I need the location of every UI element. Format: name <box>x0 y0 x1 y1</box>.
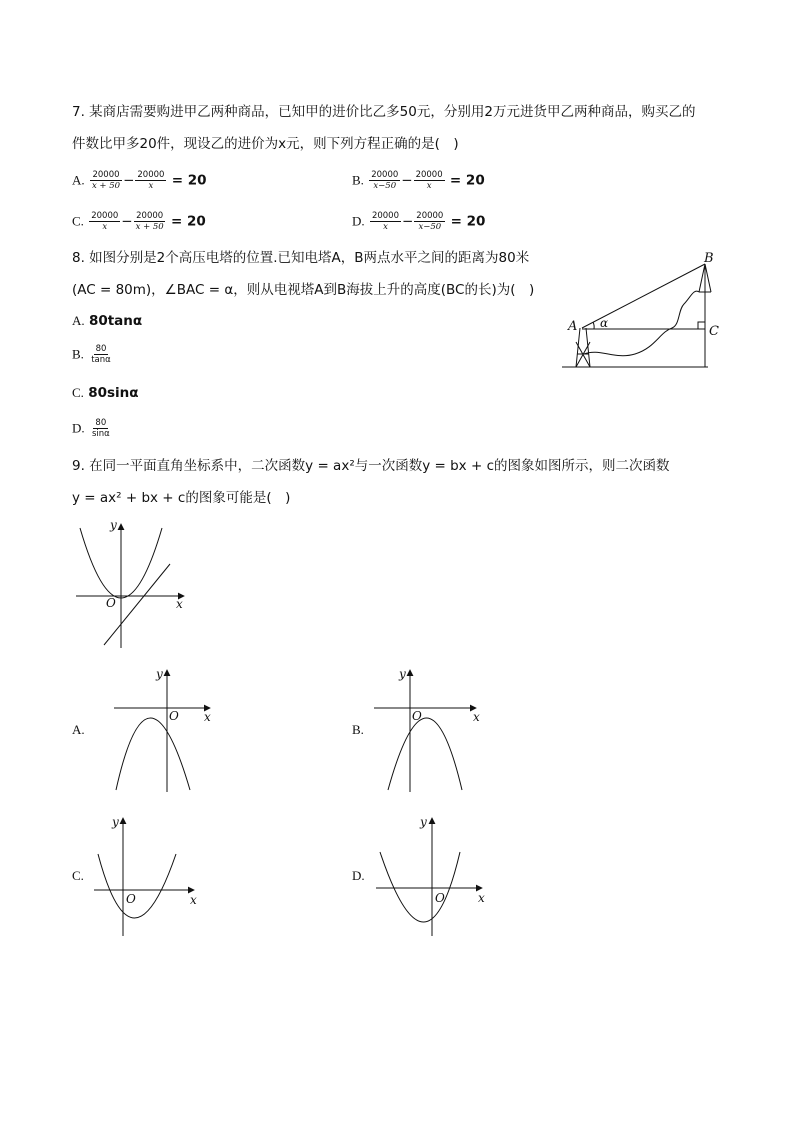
q9-given-graph <box>72 518 192 650</box>
fraction: $\frac{20000}{x + 50}$ <box>135 211 164 232</box>
x-label: x <box>473 710 480 724</box>
q8-tower-diagram <box>560 250 730 372</box>
label-b: B <box>704 251 714 266</box>
y-label: y <box>399 667 406 681</box>
q7-stem-line1: 7. 某商店需要购进甲乙两种商品，已知甲的进价比乙多50元，分别用2万元进货甲乙两种商品，购买乙的 <box>72 104 696 120</box>
q9-option-a-graph[interactable] <box>110 666 220 794</box>
option-label: C. <box>72 385 84 400</box>
fraction: $\frac{20000}{x + 50}$ <box>91 170 121 191</box>
option-label: B. <box>72 346 84 362</box>
label-c: C <box>709 324 719 339</box>
y-label: y <box>112 815 119 829</box>
fraction: $\frac{20000}{x-50}$ <box>371 170 399 191</box>
q9-option-c-graph[interactable] <box>90 814 205 938</box>
x-label: x <box>176 597 183 611</box>
option-text: 80sinα <box>88 385 139 401</box>
fraction: $\frac{20000}{x}$ <box>371 211 399 232</box>
origin-label: O <box>169 709 179 723</box>
parabola-curve <box>380 852 460 922</box>
q8-stem-line1: 8. 如图分别是2个高压电塔的位置.已知电塔A，B两点水平之间的距离为80米 <box>72 250 530 266</box>
q8-option-c[interactable] <box>72 383 139 403</box>
q8-option-d[interactable] <box>72 418 113 439</box>
option-label: D. <box>352 213 365 229</box>
label-a: A <box>568 319 578 334</box>
option-text: 80tanα <box>88 313 143 329</box>
q7-option-a[interactable]: A. $\frac{20000}{x + 50}$ − $\frac{20000}{x}$ = 20 <box>72 170 207 191</box>
y-label: y <box>110 518 117 532</box>
q9-option-d-label[interactable]: D. <box>352 868 365 883</box>
origin-label: O <box>106 596 116 610</box>
parabola-curve <box>388 718 462 790</box>
parabola-curve <box>116 718 190 790</box>
q9-stem-line1: 9. 在同一平面直角坐标系中，二次函数y = ax²与一次函数y = bx + c的图象如图所示，则二次函数 <box>72 458 670 474</box>
q9-option-b-label[interactable]: B. <box>352 722 364 737</box>
q8-stem-line2: (AC = 80m)，∠BAC = α，则从电视塔A到B海拔上升的高度(BC的长)为( ) <box>72 282 535 298</box>
fraction: $\frac{80}{\sin\alpha}$ <box>91 418 110 439</box>
y-label: y <box>156 667 163 681</box>
option-label: D. <box>72 420 85 436</box>
q7-option-d[interactable]: D. $\frac{20000}{x}$ − $\frac{20000}{x-50}$ = 20 <box>352 211 486 232</box>
q8-option-b[interactable] <box>72 344 114 365</box>
q9-option-c-label[interactable]: C. <box>72 868 84 883</box>
x-label: x <box>478 891 485 905</box>
q7-stem-line2: 件数比甲多20件，现设乙的进价为x元，则下列方程正确的是( ) <box>72 136 459 152</box>
label-alpha: α <box>600 316 609 330</box>
option-label: C. <box>72 213 84 229</box>
fraction: $\frac{80}{\tan\alpha}$ <box>91 344 111 365</box>
fraction: $\frac{20000}{x}$ <box>415 170 443 191</box>
right-angle-mark <box>698 322 705 329</box>
x-label: x <box>190 893 197 907</box>
origin-label: O <box>435 891 445 905</box>
fraction: $\frac{20000}{x}$ <box>91 211 119 232</box>
fraction: $\frac{20000}{x-50}$ <box>416 211 444 232</box>
q7-option-b[interactable]: B. $\frac{20000}{x-50}$ − $\frac{20000}{x}$ = 20 <box>352 170 485 191</box>
parabola-curve <box>98 854 176 918</box>
x-label: x <box>204 710 211 724</box>
y-label: y <box>420 815 427 829</box>
tower-b-icon <box>699 264 711 292</box>
q7-option-c[interactable]: C. $\frac{20000}{x}$ − $\frac{20000}{x + 50}$ = 20 <box>72 211 206 232</box>
option-label: B. <box>352 172 364 188</box>
q9-option-d-graph[interactable] <box>372 814 492 938</box>
fraction: $\frac{20000}{x}$ <box>137 170 165 191</box>
origin-label: O <box>126 892 136 906</box>
tower-a-icon <box>576 328 590 367</box>
q9-option-b-graph[interactable] <box>370 666 485 794</box>
origin-label: O <box>412 709 422 723</box>
q9-stem-line2: y = ax² + bx + c的图象可能是( ) <box>72 490 291 506</box>
q9-option-a-label[interactable]: A. <box>72 722 85 737</box>
angle-arc <box>593 322 594 329</box>
option-label: A. <box>72 313 85 328</box>
q8-option-a[interactable] <box>72 311 142 331</box>
option-label: A. <box>72 172 85 188</box>
